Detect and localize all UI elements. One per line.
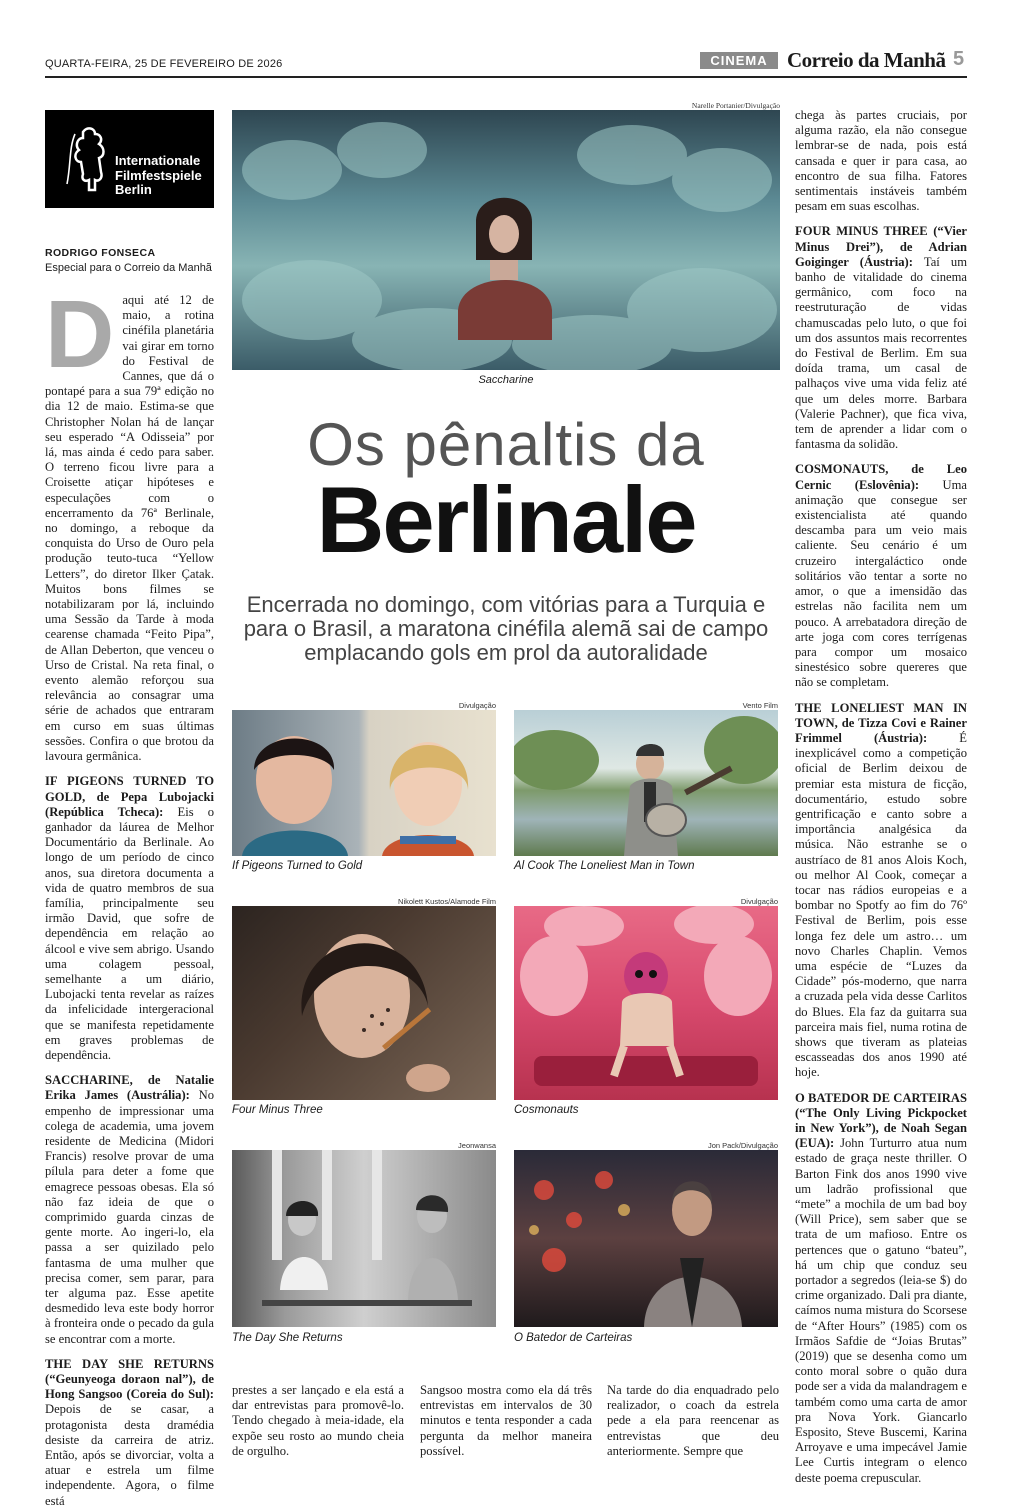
intro-text: aqui até 12 de maio, a rotina cinéfila planetária vai girar em torno do Festival de Cannes, que dá o pontapé para a sua 79ª edição no dia 12 de maio. Estima-se que Christopher Nolan há de lançar seu esperado “A Odisseia” por lá, mas ainda é cedo para saber. O terreno ficou livre para a Croisette atiçar hipóteses e especulações com o encerramento da 76ª Berlinale, no domingo, a reboque da conquista do Urso de Ouro pela produção teuto-tuca “Yellow Letters”, do diretor Ilker Çatak. Muitos bons filmes se notabilizaram por lá, incluindo uma Sessão da Tarde à moda cearense chamada “Feito Pipa”, de Allan Deberton, que venceu o Urso de Cristal. Na reta final, o evento alemão reforçou sua relevância ao consagrar uma série de achados que entraram em curso em suas últimas sessões. Confira o que brotou da lavoura germânica. (45, 293, 214, 764)
drop-cap: D (45, 281, 115, 388)
column-5 (795, 108, 968, 1485)
photo-cosmonauts (514, 906, 778, 1100)
header-rule (45, 76, 967, 78)
berlinale-logo (45, 110, 214, 208)
review-title-pickpocket: O BATEDOR DE CARTEIRAS (“The Only Living Pickpocket in New York”), de Noah Segan (EUA): (795, 1090, 967, 1151)
photo-credit-pickpocket: Jon Pack/Divulgação (707, 1141, 778, 1150)
logo-line-3: Berlin (115, 182, 152, 197)
review-title-loneliest-man: THE LONELIEST MAN IN TOWN, de Tizza Covi e Rainer Frimmel (Áustria): (795, 700, 967, 745)
headline-deck: Encerrada no domingo, com vitórias para a Turquia e para o Brasil, a maratona cinéfila alemã sai de campo emplacando gols em prol da autoralidade (243, 592, 769, 665)
photo-loneliest-man (514, 710, 778, 856)
author-affiliation: Especial para o Correio da Manhã (45, 262, 212, 274)
review-body-loneliest-man: É inexplicável como a competição oficial de Berlim deixou de premiar esta mistura de ficção, documentário, estudo sobre gentrificação e canto sobre a importância analgésica da música. Não estranhe se o austríaco de 81 anos Alois Koch, ou melhor Al Cook, começar a tocar nas rádios europeias e a bombar no Spotfy ao fim do 76º Festival de Berlim, pois esse longa fez dele um astro… um novo Charles Chaplin. Vemos uma espécie de “Luzes da Cidade” pós-moderno, que narra a cruzada pela vida desse Carlitos do Blues. Ela faz da guitarra sua parceira mais fiel, numa rotina de shows que tiveram as plateias escasseadas dos anos 1990 até hoje. (795, 730, 967, 1080)
photo-caption-four-minus-three: Four Minus Three (232, 1104, 323, 1116)
photo-credit-day-she-returns: Jeonwansa (458, 1141, 496, 1150)
photo-credit-four-minus-three: Nikolett Kustos/Alamode Film (398, 897, 496, 906)
review-body-saccharine: No empenho de impressionar uma colega de academia, uma jovem residente de Medicina (Midori Francis) resolve provar de uma pílula para deter a fome que emagrece pessoas obesas. Ela só não faz ideia de que o comprimido guarda cinzas de gente morte. Ao ingeri-lo, ela passa a ser quizilado pelo fantasma de uma mulher que precisa comer, sem parar, para ter alguma paz. Esse apetite desmedido leva este body horror à fronteira onde o pecado da gula se encontrar com a morte. (45, 1088, 214, 1346)
photo-four-minus-three (232, 906, 496, 1100)
photo-pickpocket (514, 1150, 778, 1327)
bottom-column-3 (420, 1383, 592, 1469)
review-body-four-minus-three: Taí um banho de vitalidade do cinema germânico, com foco na reestruturação de vidas chamuscadas pelo luto, o que foi um dos assuntos mais recorrentes do Festival de Berlim. Em sua doída trama, um casal de palhaços vive uma vida feliz até que um deles morre. Barbara (Valerie Pachner), que fica viva, tem de aprender a lidar com o fantasma da solidão. (795, 254, 968, 452)
review-title-pigeons: IF PIGEONS TURNED TO GOLD, de Pepa Lubojacki (República Tcheca): (45, 774, 214, 819)
logo-line-2: Filmfestspiele (115, 167, 202, 183)
photo-caption-pickpocket: O Batedor de Carteiras (514, 1332, 633, 1344)
photo-caption-pigeons: If Pigeons Turned to Gold (232, 860, 363, 872)
review-body-pigeons: Eis o ganhador da láurea de Melhor Documentário da Berlinale. Ao longo de um período de cinco anos, sua diretora documenta a vida de quatro membros de sua família, principalmente seu irmão David, que sofre de dependência em relação ao álcool e vive sem abrigo. Usando uma colagem pessoal, semelhante a um diário, Lubojacki tenta revelar as raízes da infelicidade intergeracional que se manifesta repetidamente em graves problemas de dependência. (45, 804, 215, 1062)
section-tag: CINEMA (700, 52, 778, 69)
main-photo-saccharine (232, 110, 780, 370)
newspaper-name: Correio da Manhã (787, 48, 946, 72)
author-name: RODRIGO FONSECA (45, 247, 156, 259)
main-photo-caption: Saccharine (478, 374, 534, 386)
photo-caption-day-she-returns: The Day She Returns (232, 1332, 343, 1344)
review-title-day-she-returns: THE DAY SHE RETURNS (“Geunyeoga doraon nal”), de Hong Sangsoo (Coreia do Sul): (45, 1356, 214, 1402)
column-1 (45, 281, 215, 1508)
photo-credit-loneliest-man: Vento Film (742, 701, 778, 710)
headline-line-2: Berlinale (316, 467, 696, 572)
main-photo-credit: Narelle Portanier/Divulgação (691, 101, 780, 110)
logo-line-1: Internationale (115, 153, 201, 168)
photo-caption-loneliest-man: Al Cook The Loneliest Man in Town (514, 860, 695, 872)
bottom-text-2: prestes a ser lançado e ela está a dar entrevistas para promovê-lo. Tendo chegado à meia-idade, ela expõe seu rosto ao mundo cheia de orgulho. (232, 1383, 404, 1458)
review-title-cosmonauts: COSMONAUTS, de Leo Cernic (Eslovênia): (795, 462, 967, 492)
review-title-saccharine: SACCHARINE, de Natalie Erika James (Austrália): (45, 1073, 214, 1103)
bottom-column-4 (607, 1383, 779, 1469)
headline-line-1: Os pênaltis da (307, 411, 705, 478)
review-body-pickpocket: John Turturro atua num estado de graça neste thriller. O Barton Fink dos anos 1990 vive um ladrão profissional que “mete” a mochila de um bad boy (Will Price), sem saber que se trata de um mafioso. Entre os pertences que o gatuno “bateu”, há um chip que conduz seu portador a segredos (leia-se $) do crime organizado. Dali pra diante, caímos numa mistura do Scorsese de “After Hours” (1985) com os Irmãos Safdie de “Joias Brutas” (2019) que se desenha como um conto moral sobre o quão dura pode ser a vida da malandragem e também como uma carta de amor pra Nova York. Giancarlo Esposito, Steve Buscemi, Karina Arroyave e uma impecável Jamie Lee Curtis integram o elenco deste poema crepuscular. (795, 1136, 967, 1485)
photo-credit-pigeons: Divulgação (458, 701, 496, 710)
issue-date: QUARTA-FEIRA, 25 DE FEVEREIRO DE 2026 (45, 58, 283, 70)
photo-caption-cosmonauts: Cosmonauts (514, 1104, 579, 1116)
review-title-four-minus-three: FOUR MINUS THREE (“Vier Minus Drei”), de Adrian Goiginger (Áustria): (795, 224, 967, 269)
bottom-column-2 (232, 1383, 404, 1469)
photo-day-she-returns (232, 1150, 496, 1327)
review-body-cosmonauts: Uma animação que consegue ser existencialista até quando descamba para um veio mais caliente. Seu cenário é um cruzeiro intergaláctico onde solitários vão tentar a sorte no amor, o que a imensidão das estrelas não facilita nem um pouco. A arrebatadora direção de arte joga com cores terrígenas para compor um mosaico sinestésico sobre quereres que não se completam. (795, 477, 967, 690)
berlin-bear-icon (61, 124, 109, 196)
photo-credit-cosmonauts: Divulgação (740, 897, 778, 906)
photo-pigeons (232, 710, 496, 856)
review-body-day-she-returns: Depois de se casar, a protagonista desta dramédia desiste da carreira de atriz. Então, após se divorciar, volta a atuar e estrela um filme independente. Agora, o filme está (45, 1402, 214, 1508)
bottom-text-4: Na tarde do dia enquadrado pelo realizador, o coach da estrela pede a ela para reencenar as entrevistas que deu anteriormente. Sempre que (607, 1383, 779, 1458)
bottom-text-3: Sangsoo mostra como ela dá três entrevistas em intervalos de 30 minutos e tenta responder a cada pergunta da melhor maneira possível. (420, 1383, 592, 1458)
page-number: 5 (953, 48, 965, 70)
continued-text: chega às partes cruciais, por alguma razão, ela não consegue lembrar-se de nada, pois está cansada e quer ir para casa, ao encontro de sua filha. Fatores sentimentais instáveis também pesam em suas escolhas. (795, 108, 967, 214)
